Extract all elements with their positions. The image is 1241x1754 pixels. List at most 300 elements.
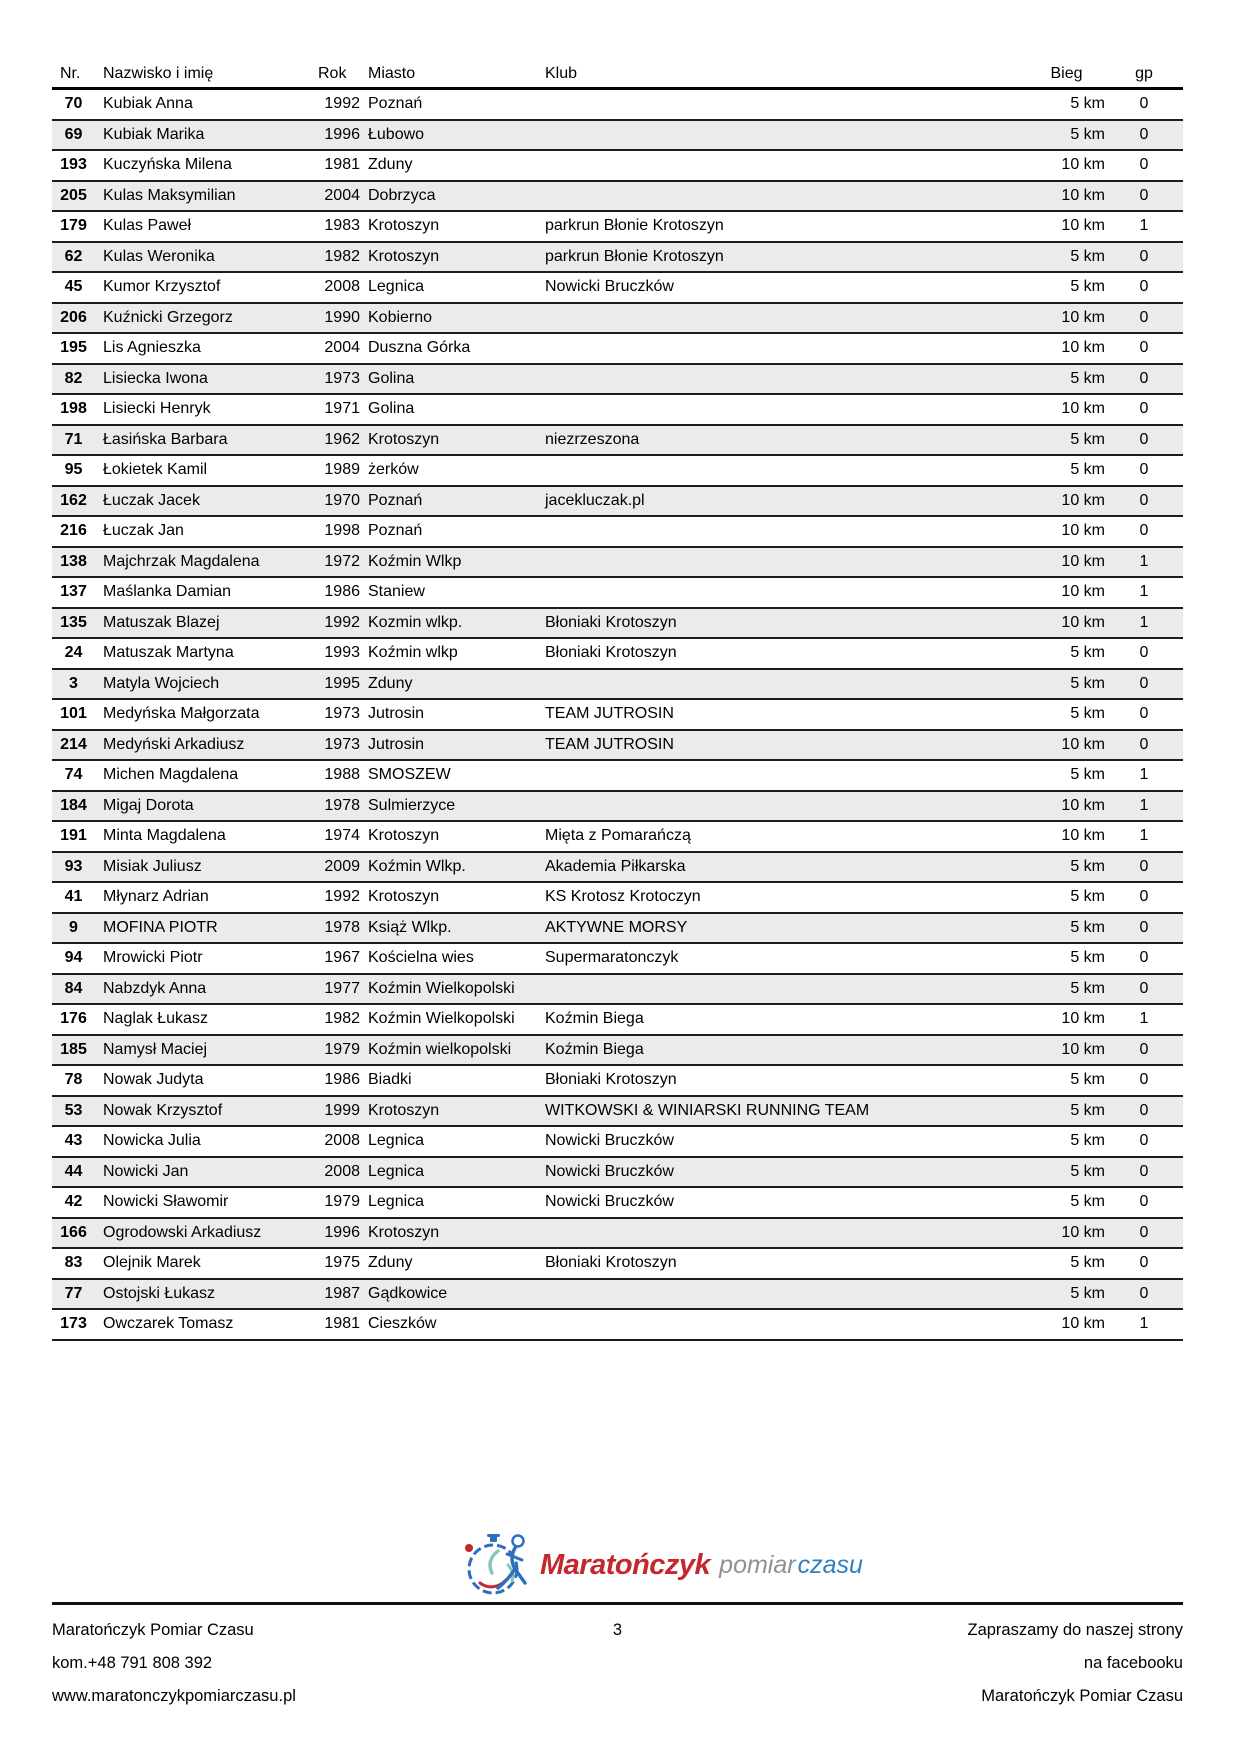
cell-miasto: Koźmin Wlkp. — [368, 857, 466, 875]
table-row — [52, 944, 1183, 975]
cell-name: MOFINA PIOTR — [103, 918, 218, 936]
cell-gp: 0 — [1139, 888, 1149, 905]
cell-bieg: 10 km — [1061, 156, 1105, 173]
cell-gp: 0 — [1139, 1162, 1149, 1180]
cell-name: Owczarek Tomasz — [103, 1315, 234, 1332]
cell-miasto: Jutrosin — [368, 735, 425, 753]
logo-czasu-text: czasu — [797, 1550, 863, 1579]
cell-miasto: Poznań — [368, 491, 423, 509]
cell-nr: 44 — [64, 1162, 83, 1180]
table-row — [52, 395, 1183, 426]
cell-nr: 191 — [60, 827, 87, 844]
cell-bieg: 10 km — [1061, 1010, 1105, 1027]
cell-gp: 0 — [1139, 95, 1149, 112]
cell-bieg: 10 km — [1061, 583, 1105, 600]
table-row — [52, 1127, 1183, 1158]
cell-name: Łuczak Jacek — [103, 491, 200, 509]
cell-miasto: Legnica — [368, 1162, 425, 1180]
cell-miasto: Kozmin wlkp. — [368, 613, 463, 631]
cell-nr: 94 — [64, 949, 83, 966]
table-row — [52, 1158, 1183, 1189]
cell-miasto: Łubowo — [368, 125, 425, 143]
logo-pomiar-text: pomiar — [719, 1550, 796, 1579]
cell-name: Kubiak Marika — [103, 125, 205, 143]
maratonczyk-logo — [462, 1530, 863, 1600]
cell-miasto: Zduny — [368, 674, 413, 692]
cell-rok: 1993 — [324, 644, 360, 661]
cell-klub: Mięta z Pomarańczą — [545, 827, 691, 844]
table-row — [52, 1249, 1183, 1280]
page-number: 3 — [612, 1621, 623, 1639]
cell-bieg: 5 km — [1070, 1071, 1105, 1088]
cell-nr: 179 — [60, 217, 87, 234]
table-row — [52, 670, 1183, 701]
col-header-bieg: Bieg — [1050, 65, 1083, 82]
cell-nr: 101 — [60, 705, 87, 722]
cell-miasto: Dobrzyca — [368, 186, 436, 204]
cell-miasto: Krotoszyn — [368, 827, 440, 844]
cell-klub: KS Krotosz Krotoczyn — [545, 888, 701, 905]
cell-gp: 0 — [1139, 247, 1149, 265]
cell-name: Lis Agnieszka — [103, 339, 201, 356]
cell-bieg: 5 km — [1070, 95, 1105, 112]
cell-bieg: 5 km — [1070, 247, 1105, 265]
cell-nr: 216 — [60, 522, 87, 539]
cell-name: Młynarz Adrian — [103, 888, 209, 905]
cell-nr: 45 — [64, 278, 83, 295]
cell-bieg: 5 km — [1070, 278, 1105, 295]
cell-miasto: Legnica — [368, 1193, 425, 1210]
table-row — [52, 731, 1183, 762]
cell-rok: 1992 — [324, 613, 360, 631]
table-row — [52, 1310, 1183, 1341]
table-row — [52, 426, 1183, 457]
cell-bieg: 5 km — [1070, 1101, 1105, 1119]
table-row — [52, 151, 1183, 182]
cell-bieg: 10 km — [1061, 1223, 1105, 1241]
table-header — [52, 60, 1183, 90]
cell-nr: 185 — [60, 1040, 87, 1058]
footer-website: www.maratonczykpomiarczasu.pl — [52, 1687, 296, 1705]
cell-name: Kuczyńska Milena — [103, 156, 232, 173]
cell-rok: 1973 — [324, 705, 360, 722]
cell-bieg: 10 km — [1061, 827, 1105, 844]
cell-gp: 0 — [1139, 186, 1149, 204]
cell-miasto: Sulmierzyce — [368, 796, 456, 814]
cell-nr: 95 — [64, 461, 83, 478]
cell-nr: 82 — [64, 369, 83, 387]
table-row — [52, 792, 1183, 823]
cell-miasto: Poznań — [368, 522, 423, 539]
cell-miasto: Biadki — [368, 1071, 412, 1088]
cell-bieg: 10 km — [1061, 522, 1105, 539]
cell-bieg: 5 km — [1070, 644, 1105, 661]
cell-gp: 0 — [1139, 1284, 1149, 1302]
cell-bieg: 5 km — [1070, 1193, 1105, 1210]
cell-miasto: Golina — [368, 369, 415, 387]
cell-nr: 70 — [64, 95, 83, 112]
cell-name: Nabzdyk Anna — [103, 979, 207, 997]
cell-gp: 0 — [1139, 369, 1149, 387]
cell-gp: 0 — [1139, 1101, 1149, 1119]
table-row — [52, 487, 1183, 518]
table-row — [52, 822, 1183, 853]
cell-rok: 2004 — [324, 186, 360, 204]
cell-name: Majchrzak Magdalena — [103, 552, 260, 570]
cell-name: Kulas Weronika — [103, 247, 215, 265]
cell-name: Olejnik Marek — [103, 1254, 201, 1271]
cell-miasto: Zduny — [368, 1254, 413, 1271]
cell-gp: 0 — [1139, 674, 1149, 692]
cell-gp: 0 — [1139, 1132, 1149, 1149]
col-header-nr: Nr. — [60, 65, 81, 82]
cell-rok: 2009 — [324, 857, 360, 875]
cell-name: Naglak Łukasz — [103, 1010, 208, 1027]
cell-bieg: 5 km — [1070, 1284, 1105, 1302]
cell-nr: 41 — [64, 888, 83, 905]
table-row — [52, 609, 1183, 640]
cell-bieg: 5 km — [1070, 430, 1105, 448]
cell-bieg: 10 km — [1061, 1040, 1105, 1058]
cell-rok: 1996 — [324, 1223, 360, 1241]
cell-nr: 138 — [60, 552, 87, 570]
cell-name: Nowak Judyta — [103, 1071, 204, 1088]
cell-miasto: Krotoszyn — [368, 247, 440, 265]
cell-name: Nowicki Jan — [103, 1162, 189, 1180]
footer-facebook-line-3: Maratończyk Pomiar Czasu — [981, 1687, 1183, 1705]
cell-miasto: Cieszków — [368, 1315, 437, 1332]
cell-gp: 0 — [1139, 339, 1149, 356]
cell-name: Misiak Juliusz — [103, 857, 202, 875]
cell-nr: 83 — [64, 1254, 83, 1271]
cell-name: Namysł Maciej — [103, 1040, 208, 1058]
table-row — [52, 243, 1183, 274]
cell-nr: 162 — [60, 491, 87, 509]
cell-rok: 2008 — [324, 278, 360, 295]
cell-bieg: 5 km — [1070, 766, 1105, 783]
cell-klub: parkrun Błonie Krotoszyn — [545, 247, 724, 265]
cell-rok: 1988 — [324, 766, 360, 783]
cell-name: Łasińska Barbara — [103, 430, 228, 448]
cell-nr: 206 — [60, 308, 87, 326]
cell-nr: 69 — [64, 125, 83, 143]
cell-bieg: 10 km — [1061, 1315, 1105, 1332]
cell-gp: 0 — [1139, 644, 1149, 661]
cell-name: Lisiecka Iwona — [103, 369, 208, 387]
cell-rok: 2008 — [324, 1162, 360, 1180]
cell-rok: 1977 — [324, 979, 360, 997]
cell-miasto: Kościelna wies — [368, 949, 474, 966]
cell-miasto: Książ Wlkp. — [368, 918, 452, 936]
cell-miasto: Krotoszyn — [368, 1101, 440, 1119]
cell-bieg: 5 km — [1070, 1254, 1105, 1271]
cell-rok: 1975 — [324, 1254, 360, 1271]
cell-miasto: Krotoszyn — [368, 888, 440, 905]
table-row — [52, 121, 1183, 152]
footer-divider — [52, 1602, 1183, 1605]
cell-nr: 166 — [60, 1223, 87, 1241]
cell-name: Kuźnicki Grzegorz — [103, 308, 233, 326]
cell-gp: 0 — [1139, 278, 1149, 295]
cell-klub: TEAM JUTROSIN — [545, 705, 674, 722]
cell-klub: jacekluczak.pl — [545, 491, 645, 509]
cell-rok: 1979 — [324, 1193, 360, 1210]
cell-rok: 1970 — [324, 491, 360, 509]
col-header-gp: gp — [1135, 65, 1153, 82]
table-row — [52, 700, 1183, 731]
table-row — [52, 456, 1183, 487]
cell-klub: Nowicki Bruczków — [545, 1162, 674, 1180]
cell-miasto: Gądkowice — [368, 1284, 448, 1302]
cell-nr: 176 — [60, 1010, 87, 1027]
cell-bieg: 10 km — [1061, 400, 1105, 417]
cell-miasto: Krotoszyn — [368, 217, 440, 234]
cell-miasto: Koźmin Wielkopolski — [368, 1010, 515, 1027]
cell-nr: 184 — [60, 796, 87, 814]
table-row — [52, 761, 1183, 792]
cell-klub: Błoniaki Krotoszyn — [545, 644, 677, 661]
cell-gp: 1 — [1139, 613, 1149, 631]
cell-miasto: SMOSZEW — [368, 766, 451, 783]
cell-rok: 1978 — [324, 918, 360, 936]
cell-miasto: Staniew — [368, 583, 425, 600]
cell-name: Migaj Dorota — [103, 796, 194, 814]
cell-nr: 135 — [60, 613, 87, 631]
cell-rok: 1982 — [324, 1010, 360, 1027]
cell-rok: 2004 — [324, 339, 360, 356]
cell-miasto: Legnica — [368, 278, 425, 295]
cell-name: Łokietek Kamil — [103, 461, 208, 478]
cell-miasto: Krotoszyn — [368, 430, 440, 448]
cell-nr: 198 — [60, 400, 87, 417]
cell-klub: AKTYWNE MORSY — [545, 918, 688, 936]
cell-name: Nowicki Sławomir — [103, 1193, 229, 1210]
cell-gp: 0 — [1139, 705, 1149, 722]
cell-nr: 214 — [60, 735, 87, 753]
cell-rok: 1978 — [324, 796, 360, 814]
cell-nr: 193 — [60, 156, 87, 173]
cell-gp: 0 — [1139, 1193, 1149, 1210]
cell-gp: 1 — [1139, 583, 1149, 600]
table-row — [52, 212, 1183, 243]
col-header-name: Nazwisko i imię — [103, 65, 214, 82]
page-footer — [52, 1614, 1183, 1713]
results-table — [52, 60, 1183, 1341]
cell-klub: Koźmin Biega — [545, 1010, 644, 1027]
cell-rok: 1974 — [324, 827, 360, 844]
cell-klub: Akademia Piłkarska — [545, 857, 686, 875]
cell-gp: 1 — [1139, 766, 1149, 783]
cell-bieg: 10 km — [1061, 308, 1105, 326]
cell-gp: 0 — [1139, 857, 1149, 875]
cell-name: Michen Magdalena — [103, 766, 239, 783]
cell-gp: 1 — [1139, 217, 1149, 234]
cell-bieg: 5 km — [1070, 918, 1105, 936]
table-row — [52, 334, 1183, 365]
cell-rok: 1995 — [324, 674, 360, 692]
footer-right-block — [622, 1614, 1183, 1713]
cell-rok: 1981 — [324, 156, 360, 173]
cell-nr: 205 — [60, 186, 87, 204]
cell-name: Mrowicki Piotr — [103, 949, 203, 966]
cell-name: Łuczak Jan — [103, 522, 184, 539]
cell-klub: Błoniaki Krotoszyn — [545, 613, 677, 631]
cell-rok: 2008 — [324, 1132, 360, 1149]
cell-bieg: 5 km — [1070, 674, 1105, 692]
cell-klub: TEAM JUTROSIN — [545, 735, 674, 753]
table-row — [52, 90, 1183, 121]
cell-nr: 78 — [64, 1071, 83, 1088]
table-row — [52, 914, 1183, 945]
cell-bieg: 10 km — [1061, 796, 1105, 814]
cell-bieg: 10 km — [1061, 552, 1105, 570]
cell-name: Lisiecki Henryk — [103, 400, 211, 417]
footer-facebook-line-2: na facebooku — [1083, 1654, 1183, 1672]
cell-gp: 0 — [1139, 918, 1149, 936]
cell-bieg: 10 km — [1061, 735, 1105, 753]
table-row — [52, 1280, 1183, 1311]
cell-rok: 1992 — [324, 888, 360, 905]
cell-nr: 9 — [69, 918, 78, 936]
cell-klub: Błoniaki Krotoszyn — [545, 1071, 677, 1088]
table-row — [52, 578, 1183, 609]
cell-miasto: Legnica — [368, 1132, 425, 1149]
stopwatch-runner-icon — [462, 1531, 534, 1599]
cell-rok: 1999 — [324, 1101, 360, 1119]
cell-bieg: 5 km — [1070, 857, 1105, 875]
cell-nr: 71 — [64, 430, 83, 448]
col-header-klub: Klub — [545, 65, 578, 82]
cell-rok: 1998 — [324, 522, 360, 539]
cell-name: Matuszak Blazej — [103, 613, 220, 631]
cell-bieg: 10 km — [1061, 339, 1105, 356]
cell-nr: 77 — [64, 1284, 83, 1302]
cell-gp: 0 — [1139, 156, 1149, 173]
table-row — [52, 1097, 1183, 1128]
cell-gp: 0 — [1139, 522, 1149, 539]
logo-brand-text: Maratończyk — [540, 1548, 711, 1581]
cell-gp: 1 — [1139, 1315, 1149, 1332]
table-row — [52, 1036, 1183, 1067]
cell-name: Kumor Krzysztof — [103, 278, 221, 295]
cell-name: Matuszak Martyna — [103, 644, 234, 661]
cell-gp: 0 — [1139, 430, 1149, 448]
cell-rok: 1972 — [324, 552, 360, 570]
table-row — [52, 365, 1183, 396]
cell-rok: 1992 — [324, 95, 360, 112]
table-row — [52, 304, 1183, 335]
cell-klub: Supermaratonczyk — [545, 949, 679, 966]
cell-gp: 0 — [1139, 1040, 1149, 1058]
cell-bieg: 5 km — [1070, 1132, 1105, 1149]
cell-gp: 0 — [1139, 125, 1149, 143]
cell-name: Matyla Wojciech — [103, 674, 220, 692]
cell-bieg: 5 km — [1070, 705, 1105, 722]
cell-gp: 0 — [1139, 1223, 1149, 1241]
cell-klub: Nowicki Bruczków — [545, 1193, 674, 1210]
cell-nr: 62 — [64, 247, 83, 265]
cell-name: Ogrodowski Arkadiusz — [103, 1223, 262, 1241]
cell-miasto: Krotoszyn — [368, 1223, 440, 1241]
cell-gp: 0 — [1139, 979, 1149, 997]
cell-nr: 195 — [60, 339, 87, 356]
cell-bieg: 10 km — [1061, 186, 1105, 204]
cell-name: Kubiak Anna — [103, 95, 193, 112]
cell-miasto: Koźmin Wlkp — [368, 552, 462, 570]
cell-klub: Błoniaki Krotoszyn — [545, 1254, 677, 1271]
cell-gp: 1 — [1139, 796, 1149, 814]
cell-miasto: Koźmin wielkopolski — [368, 1040, 512, 1058]
cell-rok: 1981 — [324, 1315, 360, 1332]
cell-nr: 43 — [64, 1132, 83, 1149]
cell-miasto: Zduny — [368, 156, 413, 173]
footer-facebook-line-1: Zapraszamy do naszej strony — [967, 1621, 1183, 1639]
cell-name: Kulas Maksymilian — [103, 186, 236, 204]
cell-name: Nowak Krzysztof — [103, 1101, 223, 1119]
cell-gp: 0 — [1139, 461, 1149, 478]
cell-rok: 1986 — [324, 583, 360, 600]
cell-nr: 3 — [69, 674, 78, 692]
cell-gp: 1 — [1139, 827, 1149, 844]
table-row — [52, 1066, 1183, 1097]
cell-rok: 1979 — [324, 1040, 360, 1058]
cell-miasto: Kobierno — [368, 308, 433, 326]
cell-gp: 0 — [1139, 400, 1149, 417]
cell-bieg: 5 km — [1070, 949, 1105, 966]
cell-miasto: żerków — [368, 461, 419, 478]
cell-rok: 1973 — [324, 369, 360, 387]
table-row — [52, 1219, 1183, 1250]
table-row — [52, 1005, 1183, 1036]
cell-rok: 1982 — [324, 247, 360, 265]
cell-rok: 1983 — [324, 217, 360, 234]
table-row — [52, 639, 1183, 670]
cell-rok: 1973 — [324, 735, 360, 753]
cell-bieg: 10 km — [1061, 613, 1105, 631]
cell-name: Maślanka Damian — [103, 583, 232, 600]
cell-name: Ostojski Łukasz — [103, 1284, 216, 1302]
table-row — [52, 182, 1183, 213]
cell-klub: Nowicki Bruczków — [545, 278, 674, 295]
cell-gp: 0 — [1139, 735, 1149, 753]
cell-name: Minta Magdalena — [103, 827, 226, 844]
table-body — [52, 90, 1183, 1341]
cell-gp: 0 — [1139, 1071, 1149, 1088]
cell-bieg: 5 km — [1070, 125, 1105, 143]
cell-gp: 0 — [1139, 949, 1149, 966]
cell-miasto: Koźmin Wielkopolski — [368, 979, 515, 997]
cell-miasto: Jutrosin — [368, 705, 425, 722]
cell-klub: WITKOWSKI & WINIARSKI RUNNING TEAM — [545, 1101, 870, 1119]
cell-rok: 1962 — [324, 430, 360, 448]
table-row — [52, 883, 1183, 914]
cell-bieg: 5 km — [1070, 1162, 1105, 1180]
cell-name: Medyńska Małgorzata — [103, 705, 260, 722]
cell-gp: 0 — [1139, 491, 1149, 509]
col-header-miasto: Miasto — [368, 65, 416, 82]
cell-gp: 1 — [1139, 552, 1149, 570]
cell-klub: niezrzeszona — [545, 430, 640, 448]
cell-nr: 93 — [64, 857, 83, 875]
cell-bieg: 10 km — [1061, 217, 1105, 234]
cell-rok: 1967 — [324, 949, 360, 966]
cell-rok: 1986 — [324, 1071, 360, 1088]
cell-bieg: 5 km — [1070, 369, 1105, 387]
table-row — [52, 975, 1183, 1006]
cell-miasto: Koźmin wlkp — [368, 644, 458, 661]
cell-klub: Koźmin Biega — [545, 1040, 644, 1058]
cell-bieg: 10 km — [1061, 491, 1105, 509]
